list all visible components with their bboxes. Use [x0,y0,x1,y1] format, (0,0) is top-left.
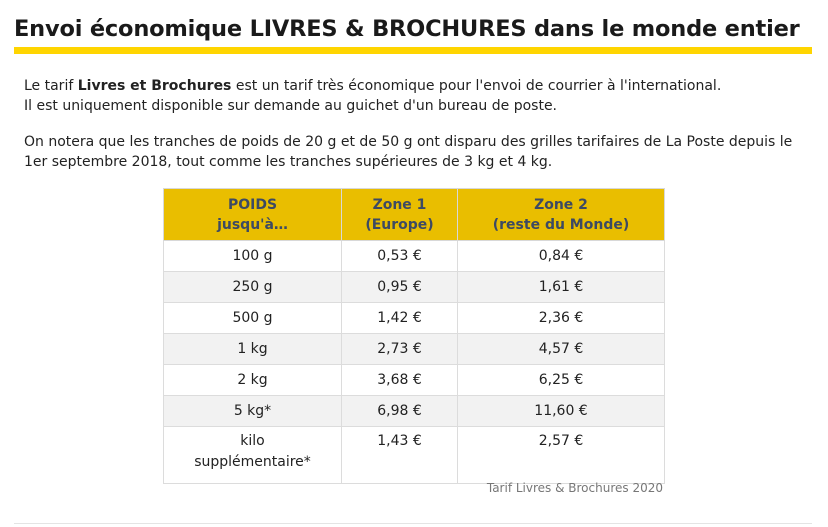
table-header-row [164,189,665,241]
note-paragraph: On notera que les tranches de poids de 20 g et de 50 g ont disparu des grilles tarifaires de La Poste depuis le 1er septembre 2018, tout comme les tranches supérieures de 3 kg et 4 kg. [24,134,793,170]
cell-poids: 1 kg [164,334,342,365]
header-poids: POIDS jusqu'à… [164,189,342,241]
table-row [164,334,665,365]
bottom-divider [14,523,812,524]
cell-zone2: 11,60 € [458,396,665,427]
rates-table [163,188,665,484]
table-row [164,303,665,334]
cell-zone1: 3,68 € [342,365,458,396]
title-underline [14,47,812,54]
table-row [164,241,665,272]
cell-zone1: 2,73 € [342,334,458,365]
cell-zone2: 4,57 € [458,334,665,365]
cell-zone1: 0,95 € [342,272,458,303]
intro-suffix: est un tarif très économique pour l'envoi de courrier à l'international. [231,78,722,94]
intro-prefix: Le tarif [24,78,78,94]
header-zone1: Zone 1 (Europe) [342,189,458,241]
cell-zone2: 1,61 € [458,272,665,303]
cell-poids: kilo supplémentaire* [164,427,342,484]
cell-zone1: 0,53 € [342,241,458,272]
cell-zone2: 2,57 € [458,427,665,484]
cell-zone2: 0,84 € [458,241,665,272]
cell-poids: 100 g [164,241,342,272]
cell-zone1: 1,43 € [342,427,458,484]
table-row [164,427,665,484]
table-row [164,396,665,427]
cell-poids: 2 kg [164,365,342,396]
page-title: Envoi économique LIVRES & BROCHURES dans le monde entier [14,16,800,42]
cell-poids: 500 g [164,303,342,334]
cell-zone2: 2,36 € [458,303,665,334]
cell-zone1: 1,42 € [342,303,458,334]
cell-zone2: 6,25 € [458,365,665,396]
table-caption: Tarif Livres & Brochures 2020 [486,481,663,495]
intro-bold: Livres et Brochures [77,78,232,94]
header-zone2: Zone 2 (reste du Monde) [458,189,665,241]
intro-paragraph [24,76,721,116]
cell-poids: 250 g [164,272,342,303]
cell-zone1: 6,98 € [342,396,458,427]
table-row [164,365,665,396]
intro-line2: Il est uniquement disponible sur demande au guichet d'un bureau de poste. [24,98,558,114]
cell-poids: 5 kg* [164,396,342,427]
table-row [164,272,665,303]
